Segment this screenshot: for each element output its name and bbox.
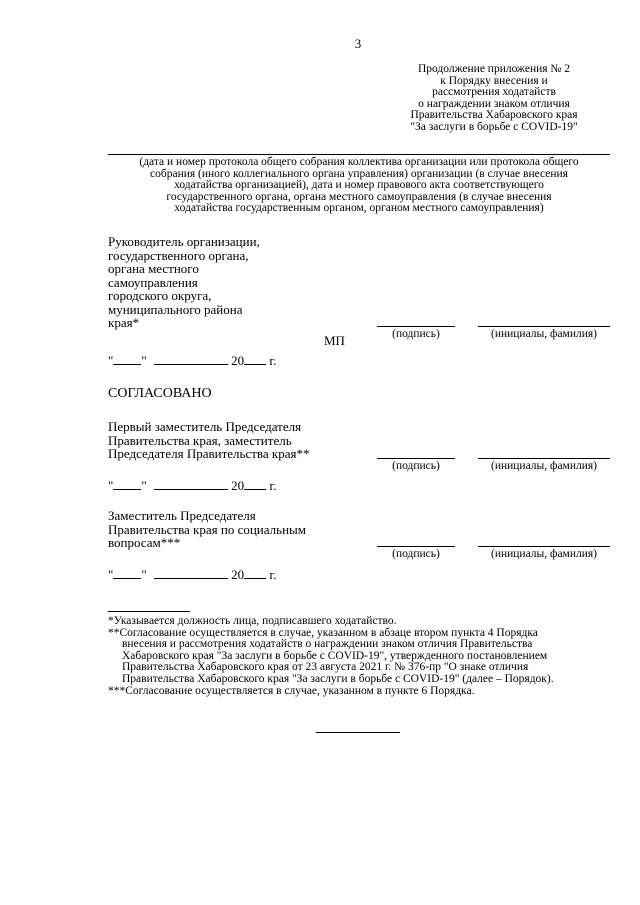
date-day-blank bbox=[113, 566, 141, 579]
head-line: самоуправления bbox=[108, 274, 198, 290]
appendix-line: "За заслуги в борьбе с COVID-19" bbox=[410, 120, 578, 133]
head-date-field: " " 20 г. bbox=[108, 353, 277, 368]
social-deputy-date-field: " " 20 г. bbox=[108, 567, 277, 582]
deputy-line: вопросам*** bbox=[108, 535, 181, 550]
date-day-blank bbox=[113, 352, 141, 365]
stamp-place-label: МП bbox=[324, 333, 345, 348]
head-line: органа местного bbox=[108, 261, 199, 276]
end-rule bbox=[316, 732, 400, 733]
protocol-fill-line bbox=[108, 154, 610, 155]
name-caption: (инициалы, фамилия) bbox=[490, 548, 598, 560]
caption-line: государственного органа, органа местного самоуправления (в случае внесения bbox=[166, 190, 552, 203]
head-line: Руководитель организации, bbox=[108, 234, 260, 249]
head-name-line bbox=[478, 326, 610, 327]
name-caption: (инициалы, фамилия) bbox=[490, 460, 598, 472]
deputy-line: Правительства края по социальным bbox=[108, 521, 306, 537]
appendix-line: Правительства Хабаровского края bbox=[410, 109, 578, 122]
first-deputy-name-line bbox=[478, 458, 610, 459]
footnote-line: внесения и рассмотрения ходатайств о награждении знаком отличия Правительства bbox=[122, 638, 533, 651]
head-line: края* bbox=[108, 315, 140, 330]
head-signature-line bbox=[377, 326, 455, 327]
footnote-line: Хабаровского края "За заслуги в борьбе с COVID-19", утвержденного постановлением bbox=[122, 649, 548, 662]
footnote-line: Правительства Хабаровского края "За заслуги в борьбе с COVID-19" (далее – Порядок). bbox=[122, 672, 554, 685]
first-deputy-label bbox=[108, 420, 309, 461]
footnote-line: *Указывается должность лица, подписавшего ходатайство. bbox=[108, 615, 397, 627]
social-deputy-name-line bbox=[478, 546, 610, 547]
caption-line: собрания (иного коллегиального органа управления) организации (в случае внесения bbox=[150, 167, 568, 180]
appendix-line: к Порядку внесения и bbox=[440, 74, 548, 87]
page-number: 3 bbox=[354, 36, 362, 51]
deputy-line: Первый заместитель Председателя bbox=[108, 419, 302, 434]
footnote-line: **Согласование осуществляется в случае, указанном в абзаце втором пункта 4 Порядка bbox=[108, 626, 538, 639]
caption-line: ходатайства государственным органом, органом местного самоуправления) bbox=[174, 202, 544, 215]
first-deputy-signature-line bbox=[377, 458, 455, 459]
date-month-blank bbox=[154, 477, 228, 490]
caption-line: (дата и номер протокола общего собрания коллектива организации или протокола общего bbox=[139, 156, 579, 168]
caption-line: ходатайства организацией), дата и номер правового акта соответствующего bbox=[174, 179, 544, 192]
date-year-blank bbox=[244, 352, 266, 365]
head-line: городского округа, bbox=[108, 288, 212, 303]
signature-caption: (подпись) bbox=[392, 548, 440, 560]
footnotes bbox=[108, 616, 610, 697]
head-position-label bbox=[108, 235, 260, 330]
date-month-blank bbox=[154, 566, 228, 579]
footnote-separator bbox=[108, 611, 190, 612]
appendix-line: о награждении знаком отличия bbox=[418, 97, 570, 110]
appendix-line: рассмотрения ходатайств bbox=[432, 86, 556, 99]
appendix-header bbox=[380, 64, 608, 134]
head-line: государственного органа, bbox=[108, 247, 249, 263]
head-line: муниципального района bbox=[108, 301, 243, 317]
footnote-line: ***Согласование осуществляется в случае, указанном в пункте 6 Порядка. bbox=[108, 684, 475, 697]
agreed-title: СОГЛАСОВАНО bbox=[108, 386, 212, 401]
deputy-line: Председателя Правительства края** bbox=[108, 446, 310, 461]
deputy-line: Правительства края, заместитель bbox=[108, 432, 292, 448]
footnote-line: Правительства Хабаровского края от 23 августа 2021 г. № 376-пр "О знаке отличия bbox=[122, 661, 529, 674]
appendix-line: Продолжение приложения № 2 bbox=[417, 63, 571, 75]
protocol-caption bbox=[108, 157, 610, 215]
first-deputy-date-field: " " 20 г. bbox=[108, 478, 277, 493]
date-day-blank bbox=[113, 477, 141, 490]
signature-caption: (подпись) bbox=[392, 328, 440, 340]
social-deputy-signature-line bbox=[377, 546, 455, 547]
date-month-blank bbox=[154, 352, 228, 365]
date-year-blank bbox=[244, 566, 266, 579]
name-caption: (инициалы, фамилия) bbox=[490, 328, 598, 340]
social-deputy-label bbox=[108, 509, 306, 550]
deputy-line: Заместитель Председателя bbox=[108, 508, 256, 523]
signature-caption: (подпись) bbox=[392, 460, 440, 472]
date-year-blank bbox=[244, 477, 266, 490]
